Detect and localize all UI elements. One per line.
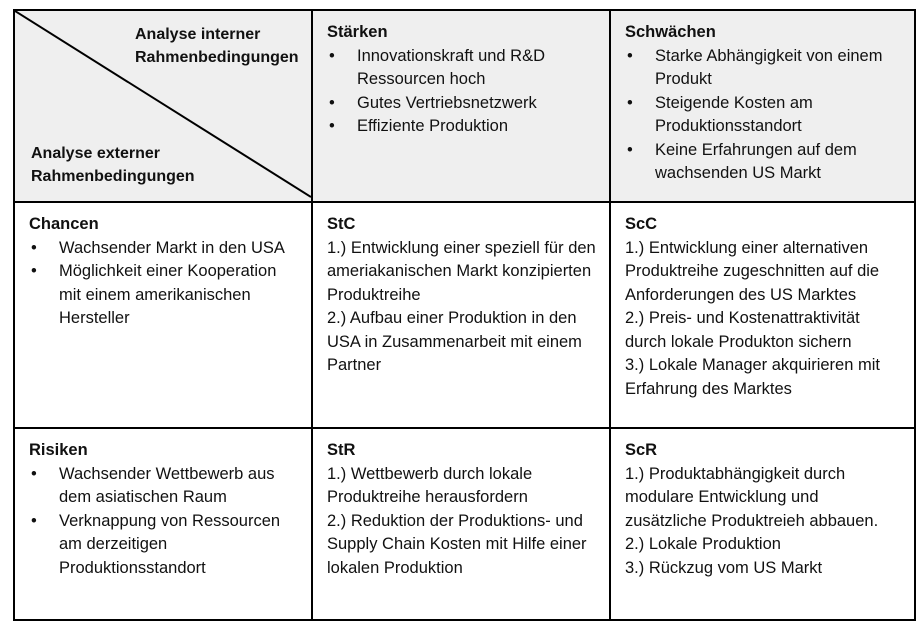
scr-item: 1.) Produktabhängigkeit durch modulare Entwicklung und zusätzliche Produktreieh abbauen. [625, 464, 879, 530]
list-item: • Innovationskraft und R&D Ressourcen hoch [327, 45, 597, 92]
external-label-line1: Analyse externer [31, 145, 160, 162]
list-item: • Keine Erfahrungen auf dem wachsenden US Markt [625, 139, 902, 186]
scc-cell [611, 203, 914, 427]
list-item: • Effiziente Produktion [327, 115, 597, 139]
risks-list [29, 463, 299, 581]
internal-label-line1: Analyse interner [135, 26, 261, 43]
list-item: • Möglichkeit einer Kooperation mit einem amerikanischen Hersteller [29, 260, 299, 331]
scr-cell [611, 429, 914, 619]
stc-item: 1.) Entwicklung einer speziell für den ameriakanischen Markt konzipierten Produktreihe [327, 238, 596, 304]
stc-title: StC [327, 215, 356, 233]
swot-matrix [13, 9, 916, 621]
external-label-line2: Rahmenbedingungen [31, 168, 195, 185]
row-divider [15, 427, 914, 429]
scc-item: 1.) Entwicklung einer alternativen Produktreihe zugeschnitten auf die Anforderungen des US Marktes [625, 238, 880, 304]
scc-item: 2.) Preis- und Kostenattraktivität durch lokale Produkton sichern [625, 309, 860, 351]
strengths-list [327, 45, 597, 139]
risks-cell [15, 429, 311, 619]
internal-analysis-label [135, 23, 299, 69]
list-item: • Starke Abhängigkeit von einem Produkt [625, 45, 902, 92]
column-divider [311, 11, 313, 619]
stc-item: 2.) Aufbau einer Produktion in den USA in Zusammenarbeit mit einem Partner [327, 309, 582, 374]
row-divider [15, 201, 914, 203]
scr-item: 2.) Lokale Produktion [625, 535, 781, 553]
weaknesses-title: Schwächen [625, 23, 716, 41]
scr-item: 3.) Rückzug vom US Markt [625, 558, 823, 577]
corner-cell [15, 11, 311, 201]
scc-title: ScC [625, 215, 658, 233]
list-item: • Steigende Kosten am Produktionsstandort [625, 92, 902, 139]
str-item: 2.) Reduktion der Produktions- und Supply Chain Kosten mit Hilfe einer lokalen Produktion [327, 511, 587, 577]
str-item: 1.) Wettbewerb durch lokale Produktreihe herausfordern [327, 464, 533, 506]
list-item: • Wachsender Markt in den USA [29, 237, 299, 261]
list-item: • Wachsender Wettbewerb aus dem asiatischen Raum [29, 463, 299, 510]
list-item: • Gutes Vertriebsnetzwerk [327, 92, 597, 116]
scc-item: 3.) Lokale Manager akquirieren mit Erfahrung des Marktes [625, 356, 880, 398]
risks-title: Risiken [29, 441, 88, 459]
column-divider [609, 11, 611, 619]
opportunities-cell [15, 203, 311, 427]
str-cell [313, 429, 609, 619]
opportunities-list [29, 237, 299, 331]
stc-cell [313, 203, 609, 427]
str-title: StR [327, 441, 356, 459]
weaknesses-list [625, 45, 902, 186]
strengths-title: Stärken [327, 23, 388, 41]
internal-label-line2: Rahmenbedingungen [135, 49, 299, 66]
list-item: • Verknappung von Ressourcen am derzeitigen Produktionsstandort [29, 510, 299, 581]
strengths-cell [313, 11, 609, 201]
weaknesses-cell [611, 11, 914, 201]
external-analysis-label [31, 142, 195, 188]
scr-title: ScR [625, 441, 658, 459]
opportunities-title: Chancen [29, 215, 99, 233]
